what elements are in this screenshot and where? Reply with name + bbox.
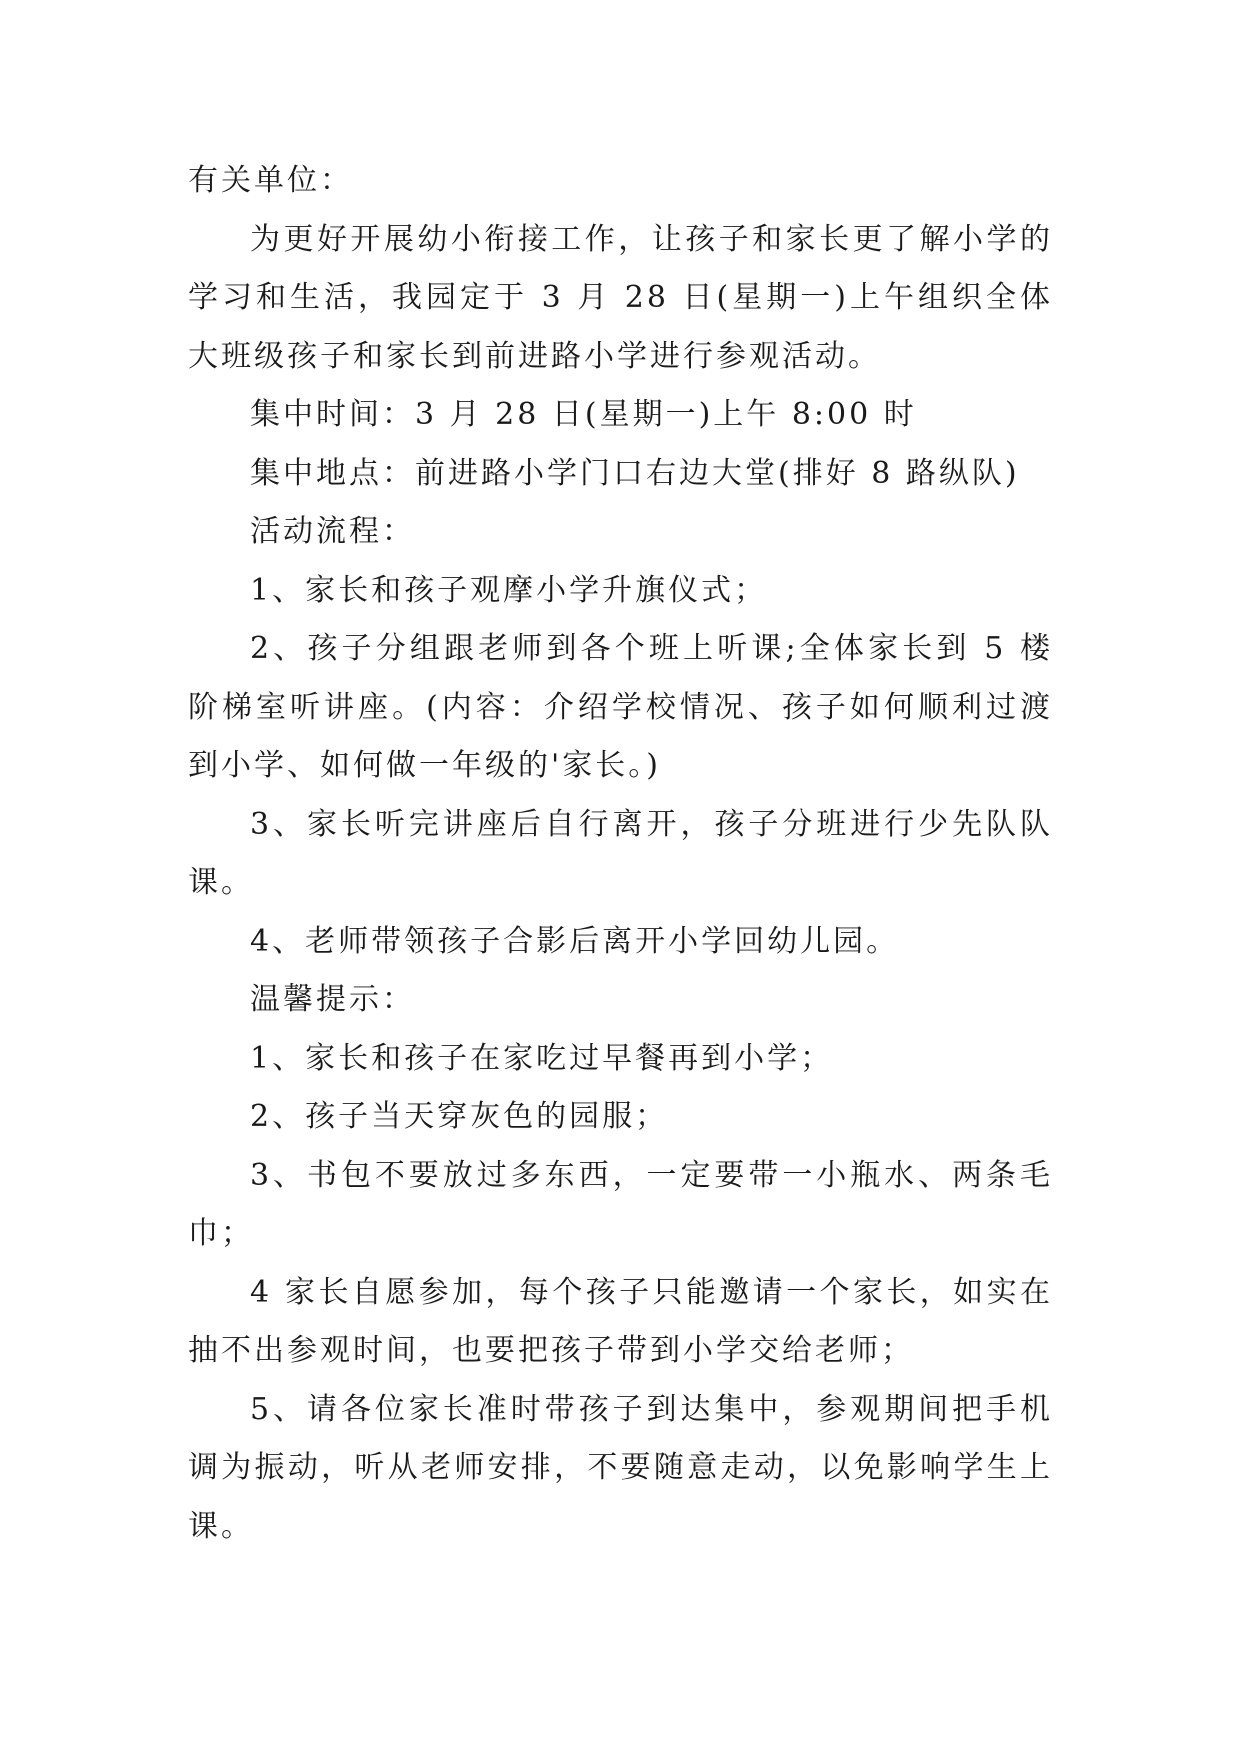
paragraph-gather-time: 集中时间：3 月 28 日(星期一)上午 8:00 时 (250, 397, 917, 432)
paragraph-process-3: 3、家长听完讲座后自行离开，孩子分班进行少先队队课。 (188, 806, 1053, 900)
paragraph-tip-3: 3、书包不要放过多东西，一定要带一小瓶水、两条毛巾； (188, 1157, 1053, 1251)
paragraph-intro: 为更好开展幼小衔接工作，让孩子和家长更了解小学的学习和生活，我园定于 3 月 28 日(星期一)上午组织全体大班级孩子和家长到前进路小学进行参观活动。 (188, 221, 1053, 374)
paragraph-process-2: 2、孩子分组跟老师到各个班上听课;全体家长到 5 楼阶梯室听讲座。(内容：介绍学校情况、孩子如何顺利过渡到小学、如何做一年级的'家长。) (188, 631, 1053, 783)
paragraph-tips-heading: 温馨提示： (250, 982, 415, 1017)
paragraph-process-1: 1、家长和孩子观摩小学升旗仪式； (250, 572, 768, 608)
paragraph-tip-4: 4 家长自愿参加，每个孩子只能邀请一个家长，如实在抽不出参观时间，也要把孩子带到小学交给老师； (188, 1274, 1053, 1368)
paragraph-tip-1: 1、家长和孩子在家吃过早餐再到小学； (250, 1040, 834, 1076)
paragraph-process-4: 4、老师带领孩子合影后离开小学回幼儿园。 (250, 923, 900, 959)
paragraph-tip-5: 5、请各位家长准时带孩子到达集中，参观期间把手机调为振动，听从老师安排，不要随意走动，以免影响学生上课。 (188, 1391, 1053, 1544)
document-body (188, 152, 1053, 1556)
paragraph-process-heading: 活动流程： (250, 514, 415, 549)
paragraph-gather-place: 集中地点：前进路小学门口右边大堂(排好 8 路纵队) (250, 455, 1020, 491)
paragraph-tip-2: 2、孩子当天穿灰色的园服； (250, 1099, 669, 1134)
salutation: 有关单位： (188, 163, 353, 198)
